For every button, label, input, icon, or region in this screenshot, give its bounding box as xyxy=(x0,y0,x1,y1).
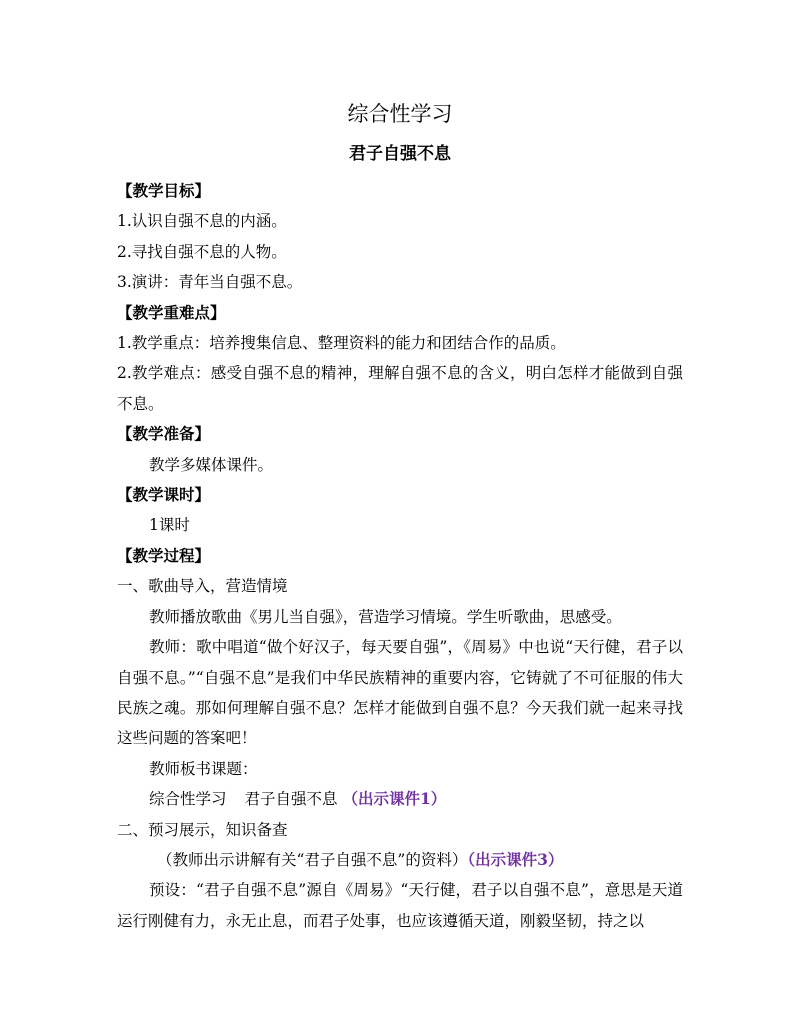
board-courseware-note: （出示课件1） xyxy=(342,789,447,809)
step1-paragraph-3: 教师板书课题： xyxy=(149,759,258,778)
board-title-right: 君子自强不息 xyxy=(244,790,338,809)
hours-heading: 【教学课时】 xyxy=(117,485,211,505)
keypoint-item-2: 2.教学难点：感受自强不息的精神，理解自强不息的含义，明白怎样才能做到自强不息。 xyxy=(117,364,683,413)
keypoints-heading: 【教学重难点】 xyxy=(117,302,226,322)
step2-note-line xyxy=(117,845,683,875)
hours-text: 1课时 xyxy=(149,516,190,535)
prep-text: 教学多媒体课件。 xyxy=(149,455,274,474)
step2-paragraph-1: 预设：“君子自强不息”源自《周易》“天行健，君子以自强不息”，意思是天道运行刚健有力，永无止息，而君子处事，也应该遵循天道，刚毅坚韧，持之以 xyxy=(117,881,683,930)
page-subtitle: 君子自强不息 xyxy=(349,144,451,164)
prep-heading: 【教学准备】 xyxy=(117,424,211,444)
step2-heading: 二、预习展示，知识备查 xyxy=(117,820,288,839)
step1-paragraph-2: 教师：歌中唱道“做个好汉子，每天要自强”，《周易》中也说“天行健，君子以自强不息。”“自强不息”是我们中华民族精神的重要内容，它铸就了不可征服的伟大民族之魂。那如何理解自强不息？怎样才能做到自强不息？今天我们就一起来寻找这些问题的答案吧！ xyxy=(117,638,683,748)
board-title-left: 综合性学习 xyxy=(149,790,227,809)
goal-item-1: 1.认识自强不息的内涵。 xyxy=(117,212,287,231)
step2-note-text: （教师出示讲解有关“君子自强不息”的资料） xyxy=(157,850,468,869)
process-heading: 【教学过程】 xyxy=(117,545,211,565)
keypoint-item-1: 1.教学重点：培养搜集信息、整理资料的能力和团结合作的品质。 xyxy=(117,334,566,353)
document-page xyxy=(117,96,683,936)
board-title-line xyxy=(117,784,683,814)
step1-paragraph-1: 教师播放歌曲《男儿当自强》，营造学习情境。学生听歌曲，思感受。 xyxy=(149,607,622,626)
step1-heading: 一、歌曲导入，营造情境 xyxy=(117,577,288,596)
goal-item-2: 2.寻找自强不息的人物。 xyxy=(117,242,287,261)
step2-courseware-note: （出示课件3） xyxy=(467,849,564,869)
goals-heading: 【教学目标】 xyxy=(117,181,211,200)
page-title: 综合性学习 xyxy=(347,102,453,126)
goal-item-3: 3.演讲：青年当自强不息。 xyxy=(117,273,303,292)
